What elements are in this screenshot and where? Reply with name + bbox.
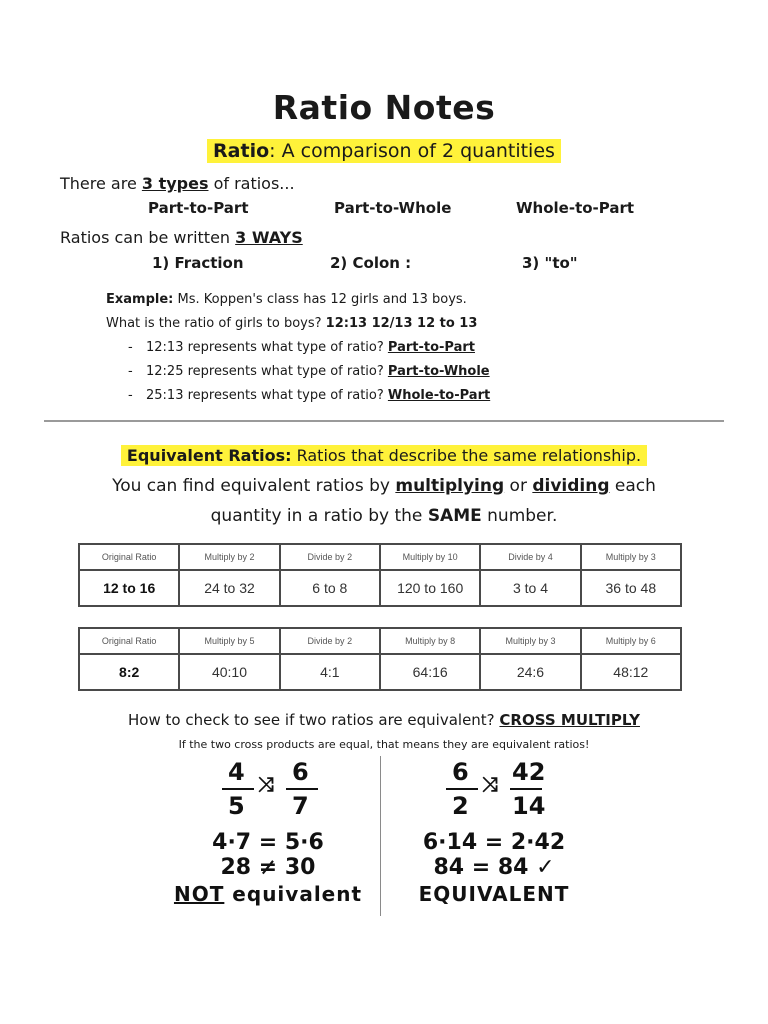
example-bullet-1: - 12:13 represents what type of ratio? Part-to-Part — [128, 340, 475, 355]
table-cell: 24 to 32 — [179, 570, 279, 606]
eq-line1-pre: You can find equivalent ratios by — [112, 476, 396, 496]
example-text-2: What is the ratio of girls to boys? — [106, 316, 326, 331]
eq-line1-mid: or — [504, 476, 533, 496]
equivalent-definition-text: Ratios that describe the same relationship. — [291, 446, 642, 465]
bullet-answer: Part-to-Whole — [387, 364, 490, 379]
verdict-not: NOT — [173, 882, 225, 906]
type-whole-to-part: Whole-to-Part — [516, 199, 635, 217]
worked-divider — [380, 756, 381, 916]
equivalent-term: Equivalent Ratios: — [126, 446, 292, 465]
page-title: Ratio Notes — [272, 88, 496, 127]
fraction-bar — [510, 788, 542, 790]
eq-line2-post: number. — [481, 506, 558, 526]
ratio-term: Ratio — [213, 140, 270, 162]
table-row — [79, 654, 681, 690]
table-cell: 3 to 4 — [480, 570, 580, 606]
table-cell: 24:6 — [480, 654, 580, 690]
table-cell: 4:1 — [280, 654, 380, 690]
type-part-to-whole: Part-to-Whole — [334, 199, 452, 217]
verdict-rest: equivalent — [224, 882, 363, 906]
table-header: Multiply by 8 — [380, 628, 480, 654]
check-method: CROSS MULTIPLY — [499, 711, 640, 729]
example-bullet-3: - 25:13 represents what type of ratio? Whole-to-Part — [128, 388, 491, 403]
bullet-answer: Part-to-Part — [387, 340, 475, 355]
ways-intro — [60, 228, 303, 247]
cross-fraction-right — [434, 758, 554, 822]
type-part-to-part: Part-to-Part — [148, 199, 249, 217]
eq-line1-post: each — [609, 476, 656, 496]
example-text-1: Ms. Koppen's class has 12 girls and 13 boys. — [173, 292, 467, 307]
table-header: Multiply by 3 — [480, 628, 580, 654]
bullet-answer: Whole-to-Part — [387, 388, 491, 403]
fraction-bar — [286, 788, 318, 790]
fraction-bar — [222, 788, 254, 790]
cross-multiply-question — [0, 711, 768, 729]
table-header: Original Ratio — [79, 544, 179, 570]
types-intro — [60, 174, 295, 193]
table-header: Multiply by 5 — [179, 628, 279, 654]
ratio-definition-text: : A comparison of 2 quantities — [269, 140, 555, 162]
table-cell: 6 to 8 — [280, 570, 380, 606]
equivalent-line-2 — [0, 506, 768, 526]
table-header: Original Ratio — [79, 628, 179, 654]
table-cell: 64:16 — [380, 654, 480, 690]
types-intro-emph: 3 types — [141, 174, 209, 193]
fraction-bar — [446, 788, 478, 790]
verdict — [158, 882, 378, 906]
fraction-denominator: 5 — [228, 792, 245, 820]
cross-products: 4·7 = 5·6 — [212, 830, 324, 855]
cross-multiply-note: If the two cross products are equal, that means they are equivalent ratios! — [178, 738, 590, 751]
fraction-numerator: 42 — [512, 758, 546, 786]
table-header: Divide by 2 — [280, 544, 380, 570]
bullet-text: 12:25 represents what type of ratio? — [146, 364, 388, 379]
way-fraction: 1) Fraction — [152, 254, 244, 272]
section-divider — [44, 420, 724, 422]
table-row — [79, 570, 681, 606]
table-header: Divide by 2 — [280, 628, 380, 654]
table-cell: 8:2 — [79, 654, 179, 690]
equivalent-definition — [0, 446, 768, 465]
example-answers: 12:13 12/13 12 to 13 — [325, 316, 478, 331]
table-header: Multiply by 3 — [581, 544, 681, 570]
table-header: Multiply by 10 — [380, 544, 480, 570]
fraction-denominator: 2 — [452, 792, 469, 820]
example-label: Example: — [106, 292, 174, 307]
bullet-text: 12:13 represents what type of ratio? — [146, 340, 388, 355]
equivalent-line-1 — [0, 476, 768, 496]
fraction-numerator: 6 — [452, 758, 469, 786]
eq-dividing: dividing — [532, 476, 610, 496]
types-intro-post: of ratios... — [208, 174, 295, 193]
worked-example-right — [384, 758, 604, 906]
table-header-row — [79, 544, 681, 570]
example-line-1 — [106, 292, 467, 307]
example-line-2 — [106, 316, 477, 331]
table-header: Multiply by 2 — [179, 544, 279, 570]
cross-results: 84 = 84 ✓ — [433, 855, 555, 880]
fraction-numerator: 6 — [292, 758, 309, 786]
ways-intro-emph: 3 WAYS — [235, 228, 303, 247]
way-colon: 2) Colon : — [330, 254, 412, 272]
cross-products: 6·14 = 2·42 — [422, 830, 566, 855]
ways-intro-pre: Ratios can be written — [60, 228, 236, 247]
worked-example-left — [158, 758, 378, 906]
table-cell: 120 to 160 — [380, 570, 480, 606]
fraction-numerator: 4 — [228, 758, 245, 786]
eq-same: SAME — [427, 506, 482, 526]
eq-line2-pre: quantity in a ratio by the — [210, 506, 428, 526]
table-header: Divide by 4 — [480, 544, 580, 570]
ratio-definition — [0, 140, 768, 162]
cross-arrows-icon: ⤨ — [482, 772, 498, 796]
table-header-row — [79, 628, 681, 654]
way-to: 3) "to" — [522, 254, 578, 272]
table-header: Multiply by 6 — [581, 628, 681, 654]
ratio-table-1 — [78, 543, 682, 607]
table-cell: 36 to 48 — [581, 570, 681, 606]
example-bullet-2: - 12:25 represents what type of ratio? Part-to-Whole — [128, 364, 490, 379]
fraction-denominator: 7 — [292, 792, 309, 820]
check-question: How to check to see if two ratios are equivalent? — [128, 711, 500, 729]
eq-multiplying: multiplying — [395, 476, 505, 496]
ratio-table-2 — [78, 627, 682, 691]
table-cell: 40:10 — [179, 654, 279, 690]
cross-results: 28 ≠ 30 — [220, 855, 316, 880]
cross-arrows-icon: ⤨ — [258, 772, 274, 796]
bullet-text: 25:13 represents what type of ratio? — [146, 388, 388, 403]
fraction-denominator: 14 — [512, 792, 546, 820]
table-cell: 48:12 — [581, 654, 681, 690]
cross-fraction-left — [208, 758, 328, 822]
types-intro-pre: There are — [60, 174, 142, 193]
verdict: EQUIVALENT — [418, 882, 570, 906]
table-cell: 12 to 16 — [79, 570, 179, 606]
